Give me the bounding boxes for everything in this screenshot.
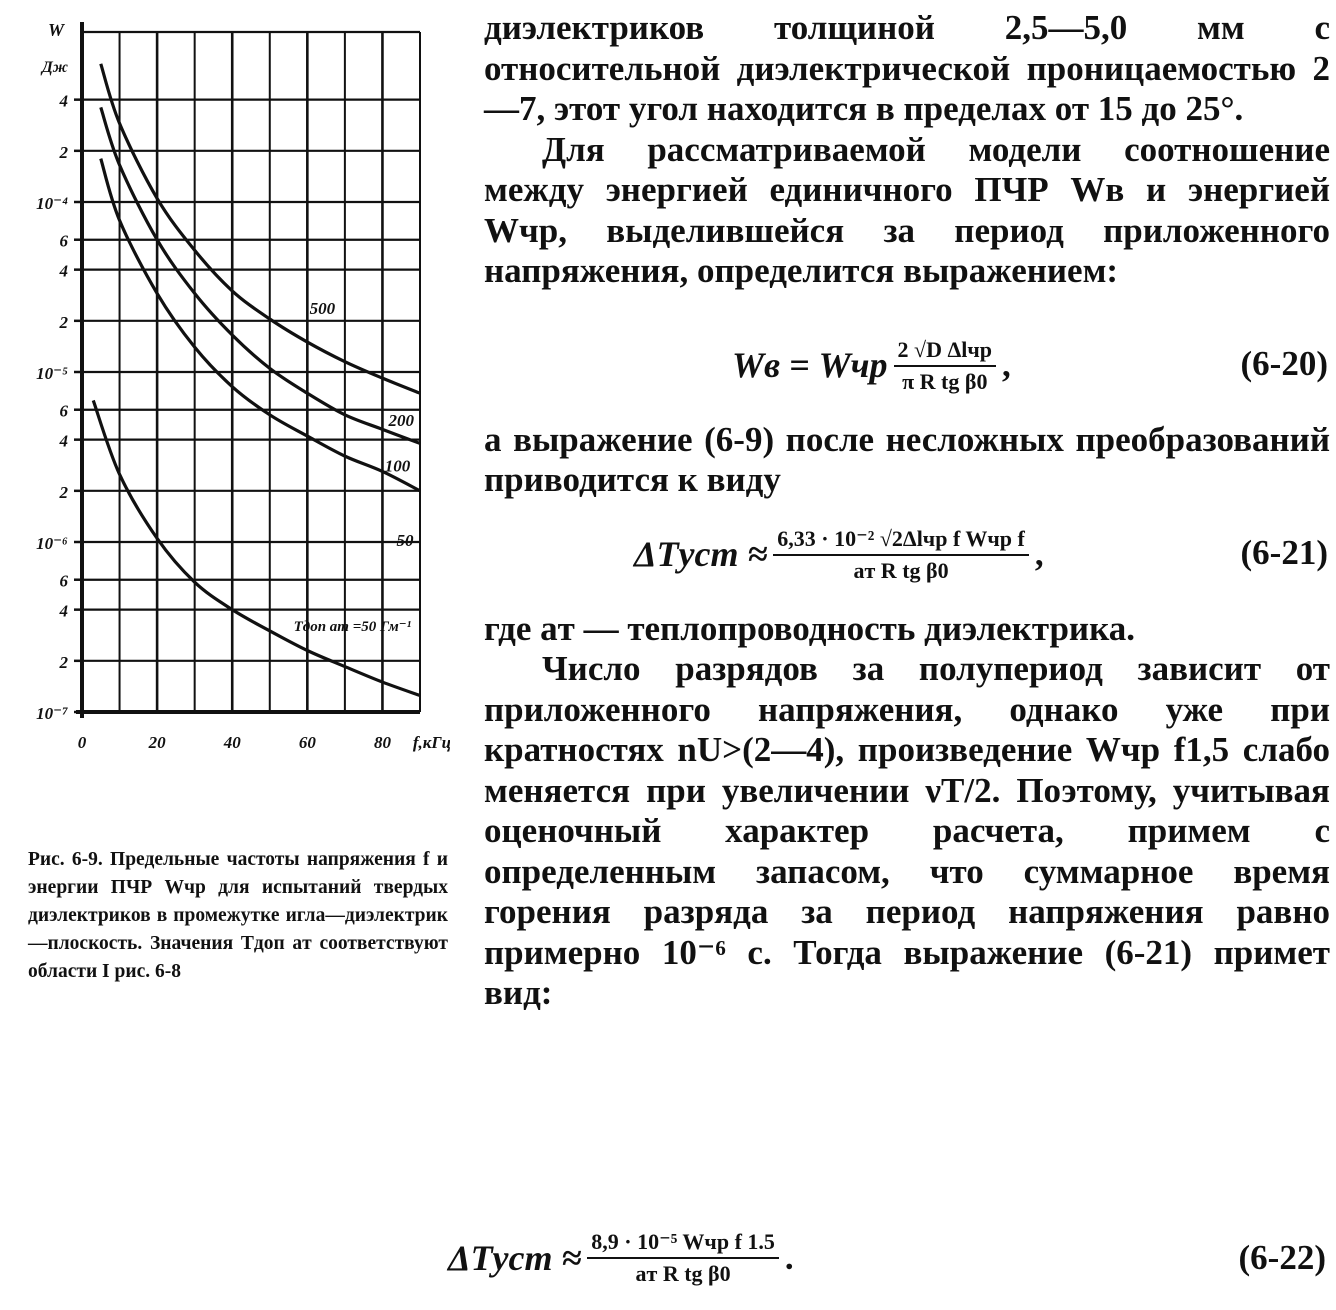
y-tick-label: 10⁻⁶ <box>36 534 68 553</box>
eq2-lhs: ΔTуст ≈ <box>634 534 768 575</box>
curve-200 <box>101 107 420 443</box>
y-tick-label: 6 <box>59 401 68 421</box>
x-tick-label: 40 <box>223 733 241 752</box>
eq1-tail: , <box>1002 345 1011 385</box>
main-text <box>484 8 1330 1014</box>
x-tick-label: 80 <box>373 733 391 752</box>
eq3-tail: . <box>784 1238 794 1277</box>
eq1-fraction <box>894 335 997 397</box>
y-tick-label: 4 <box>59 91 68 111</box>
curve-100 <box>101 159 420 491</box>
y-tick-label: 10⁻⁵ <box>36 364 68 383</box>
y-tick-label: 4 <box>59 261 68 281</box>
y-tick-label: 2 <box>59 312 68 332</box>
eq3-lhs: ΔTуст ≈ <box>448 1238 582 1278</box>
y-axis-label: W <box>47 20 64 40</box>
eq1-lhs: Wв = Wчр <box>732 345 888 386</box>
figure-caption: Рис. 6-9. Предельные частоты напряжения f и энергии ПЧР Wчр для испытаний твердых диэлектриков в промежутке игла—диэлектрик—плоскость. Значения Tдоп aт соответствуют области I рис. 6-8 <box>28 849 448 982</box>
curve-label-200: 200 <box>388 411 414 431</box>
y-tick-label: 10⁻⁴ <box>36 194 68 213</box>
y-tick-label: 6 <box>59 571 68 591</box>
paragraph-5: Число разрядов за полупериод зависит от приложенного напряжения, однако уже при кратностях nU>(2—4), произведение Wчр f1,5 слабо меняется при увеличении νT/2. Поэтому, учитывая оценочный характер расчета, примем с определенным запасом, что суммарное время горения разряда за период напряжения равно примерно 10⁻⁶ с. Тогда выражение (6-21) примет вид: <box>484 649 1330 1012</box>
equation-6-20 <box>484 320 1330 412</box>
paragraph-3: а выражение (6-9) после несложных преобразований приводится к виду <box>484 419 1330 499</box>
eq2-tail: , <box>1034 534 1044 574</box>
y-tick-label: 4 <box>59 431 68 451</box>
x-tick-label: 60 <box>298 733 316 752</box>
x-tick-label: 0 <box>77 733 87 752</box>
equation-6-22 <box>440 1218 1330 1310</box>
x-axis-label: f,кГц <box>412 733 450 752</box>
eq3-fraction <box>587 1227 779 1289</box>
y-tick-label: 2 <box>59 142 68 162</box>
x-tick-label: 20 <box>148 733 166 752</box>
eq3-number: (6-22) <box>1238 1238 1326 1277</box>
eq3-denominator: aт R tg β0 <box>635 1261 731 1286</box>
paragraph-4: где aт — теплопроводность диэлектрика. <box>484 608 1135 648</box>
eq1-number: (6-20) <box>1240 343 1328 383</box>
y-unit-label: Дж <box>41 59 68 76</box>
equation-6-21 <box>484 509 1330 601</box>
curve-label-tdop: Tдоп aт =50 Гм⁻¹ <box>293 618 412 635</box>
y-tick-label: 10⁻⁷ <box>36 704 68 723</box>
eq2-denominator: aт R tg β0 <box>853 557 949 583</box>
curve-label-500: 500 <box>309 298 336 318</box>
paragraph-2: Для рассматриваемой модели соотношение между энергией единичного ПЧР Wв и энергией Wчр, выделившейся за период приложенного напряжения, определится выражением: <box>484 129 1330 290</box>
eq1-denominator: π R tg β0 <box>902 368 988 394</box>
paragraph-1: диэлектриков толщиной 2,5—5,0 мм с относительной диэлектрической проницаемостью 2—7, этот угол находится в пределах от 15 до 25°. <box>484 8 1330 128</box>
chart-svg <box>0 0 450 790</box>
curve-label-50: 50 <box>396 530 414 550</box>
curve-50 <box>93 400 420 695</box>
y-tick-label: 2 <box>59 482 68 502</box>
eq3-numerator: 8,9 · 10⁻⁵ Wчр f 1.5 <box>587 1227 779 1259</box>
eq2-number: (6-21) <box>1240 532 1328 572</box>
eq2-numerator: 6,33 · 10⁻² √2Δlчр f Wчр f <box>773 524 1029 556</box>
eq2-fraction <box>773 524 1029 586</box>
figure-6-9 <box>0 0 450 790</box>
y-tick-label: 6 <box>59 231 68 251</box>
y-tick-label: 2 <box>59 652 68 672</box>
eq1-numerator: 2 √D Δlчр <box>894 335 997 367</box>
curve-500 <box>101 64 420 393</box>
curve-label-100: 100 <box>384 456 411 476</box>
y-tick-label: 4 <box>59 601 68 621</box>
